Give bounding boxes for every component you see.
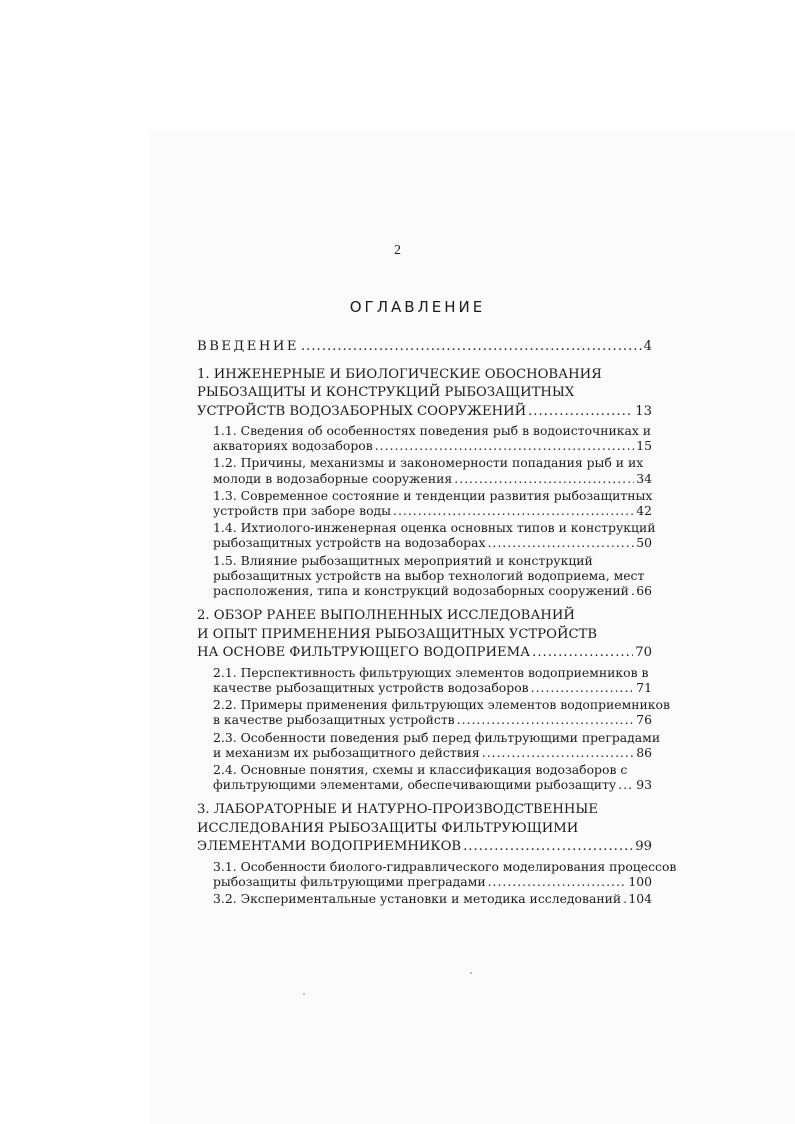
- toc-page-number: 76: [636, 712, 652, 728]
- leader-dots: [457, 712, 635, 727]
- toc-entry-line: РЫБОЗАЩИТЫ И КОНСТРУКЦИЙ РЫБОЗАЩИТНЫХ: [197, 385, 575, 400]
- toc-page-number: 93: [636, 777, 652, 793]
- toc-page-number: 99: [635, 839, 652, 855]
- toc-entry-line: 1.4. Ихтиолого-инженерная оценка основных типов и конструкций: [213, 520, 656, 536]
- leader-dots: [488, 874, 627, 889]
- toc-entry-line: молоди в водозаборные сооружения: [213, 470, 453, 486]
- leader-dots: [454, 471, 634, 486]
- leader-dots: [531, 680, 635, 695]
- toc-entry-line: устройств при заборе воды: [213, 503, 392, 519]
- toc-chapter: [197, 366, 652, 422]
- toc-entry-line: 3.1. Особенности биолого-гидравлического моделирования процессов: [213, 858, 677, 874]
- toc-entry-line: 2.3. Особенности поведения рыб перед фильтрующими преградами: [213, 729, 661, 745]
- toc-section: [213, 858, 677, 890]
- leader-dots: [482, 745, 634, 760]
- toc-chapter: [197, 801, 652, 857]
- toc-entry-line: рыбозащиты фильтрующими преградами: [213, 874, 486, 890]
- toc-page-number: 71: [636, 679, 652, 695]
- leader-dots: [487, 535, 634, 550]
- page-number: 2: [394, 243, 401, 258]
- toc-page-number: 70: [635, 645, 652, 661]
- toc-entry-line: 1.2. Причины, механизмы и закономерности попадания рыб и их: [213, 455, 644, 471]
- toc-page-number: 66: [636, 583, 652, 599]
- toc-section: [213, 665, 652, 695]
- toc-entry-line: ИССЛЕДОВАНИЯ РЫБОЗАЩИТЫ ФИЛЬТРУЮЩИМИ: [197, 820, 579, 836]
- toc-entry-line: НА ОСНОВЕ ФИЛЬТРУЮЩЕГО ВОДОПРИЕМА: [197, 645, 531, 661]
- toc-entry-line: 1. ИНЖЕНЕРНЫЕ И БИОЛОГИЧЕСКИЕ ОБОСНОВАНИЯ: [197, 366, 602, 382]
- leader-dots: [463, 838, 633, 857]
- toc-page-number: 104: [628, 891, 652, 907]
- toc-entry-title: ВВЕДЕНИЕ: [197, 339, 299, 354]
- scan-speck: [303, 993, 305, 995]
- leader-dots: [528, 403, 633, 422]
- toc-entry-line: расположения, типа и конструкций водозаборных сооружений: [213, 583, 629, 599]
- leader-dots: [301, 338, 642, 357]
- toc-entry-line: УСТРОЙСТВ ВОДОЗАБОРНЫХ СООРУЖЕНИЙ: [197, 403, 527, 419]
- toc-entry-line: 3. ЛАБОРАТОРНЫЕ И НАТУРНО-ПРОИЗВОДСТВЕННЫЕ: [197, 802, 598, 818]
- toc-entry-line: 1.1. Сведения об особенностях поведения рыб в водоисточниках и: [213, 423, 652, 438]
- toc-entry-line: акваториях водозаборов: [213, 438, 373, 454]
- toc-chapter: [197, 607, 652, 663]
- toc-entry-line: в качестве рыбозащитных устройств: [213, 712, 455, 728]
- leader-dots: [375, 438, 635, 453]
- toc-entry-line: рыбозащитных устройств на выбор технологий водоприема, мест: [213, 567, 645, 583]
- toc-entry-line: 2. ОБЗОР РАНЕЕ ВЫПОЛНЕННЫХ ИССЛЕДОВАНИЙ: [197, 608, 575, 624]
- toc-entry-line: 2.4. Основные понятия, схемы и классификация водозаборов с: [213, 761, 628, 777]
- leader-dots: [631, 583, 634, 598]
- toc-entry-line: и механизм их рыбозащитного действия: [213, 744, 480, 760]
- toc-section: [213, 762, 652, 792]
- leader-dots: [623, 891, 626, 906]
- leader-dots: [532, 644, 633, 663]
- leader-dots: [393, 503, 634, 518]
- toc-entry-line: 3.2. Экспериментальные установки и методика исследований: [213, 891, 622, 907]
- toc-entry-line: 2.1. Перспективность фильтрующих элементов водоприемников в: [213, 664, 649, 680]
- toc-entry-line: И ОПЫТ ПРИМЕНЕНИЯ РЫБОЗАЩИТНЫХ УСТРОЙСТВ: [197, 626, 598, 642]
- toc-title: ОГЛАВЛЕНИЕ: [349, 298, 486, 316]
- toc-page-number: 4: [643, 339, 652, 354]
- toc-entry-line: рыбозащитных устройств на водозаборах: [213, 535, 486, 551]
- toc-entry-line: 2.2. Примеры применения фильтрующих элементов водоприемников: [213, 697, 670, 713]
- toc-entry-line: фильтрующими элементами, обеспечивающими рыбозащиту: [213, 777, 617, 793]
- scan-speck: [470, 972, 472, 974]
- toc-page-number: 34: [636, 470, 652, 486]
- toc-section: [213, 423, 652, 453]
- toc-section: [213, 891, 652, 906]
- toc-page-number: 50: [636, 535, 652, 551]
- toc-entry-line: 1.3. Современное состояние и тенденции развития рыбозащитных: [213, 487, 653, 503]
- toc-entry-line: качестве рыбозащитных устройств водозаборов: [213, 679, 529, 695]
- toc-entry-line: ЭЛЕМЕНТАМИ ВОДОПРИЕМНИКОВ: [197, 839, 462, 855]
- toc-page-number: 15: [636, 438, 652, 454]
- toc-section: [213, 520, 656, 551]
- toc-section: [213, 455, 652, 485]
- toc-page-number: 86: [636, 744, 652, 760]
- toc-section: [213, 488, 652, 518]
- toc-section: [213, 697, 670, 728]
- toc-page-number: 42: [636, 503, 652, 519]
- table-of-contents: [197, 338, 677, 907]
- leader-dots: [618, 777, 634, 792]
- toc-page-number: 13: [635, 403, 652, 419]
- toc-section: [213, 729, 661, 760]
- toc-chapter: [197, 338, 652, 357]
- toc-entry-line: 1.5. Влияние рыбозащитных мероприятий и конструкций: [213, 552, 593, 568]
- toc-section: [213, 553, 652, 599]
- toc-page-number: 100: [628, 874, 652, 890]
